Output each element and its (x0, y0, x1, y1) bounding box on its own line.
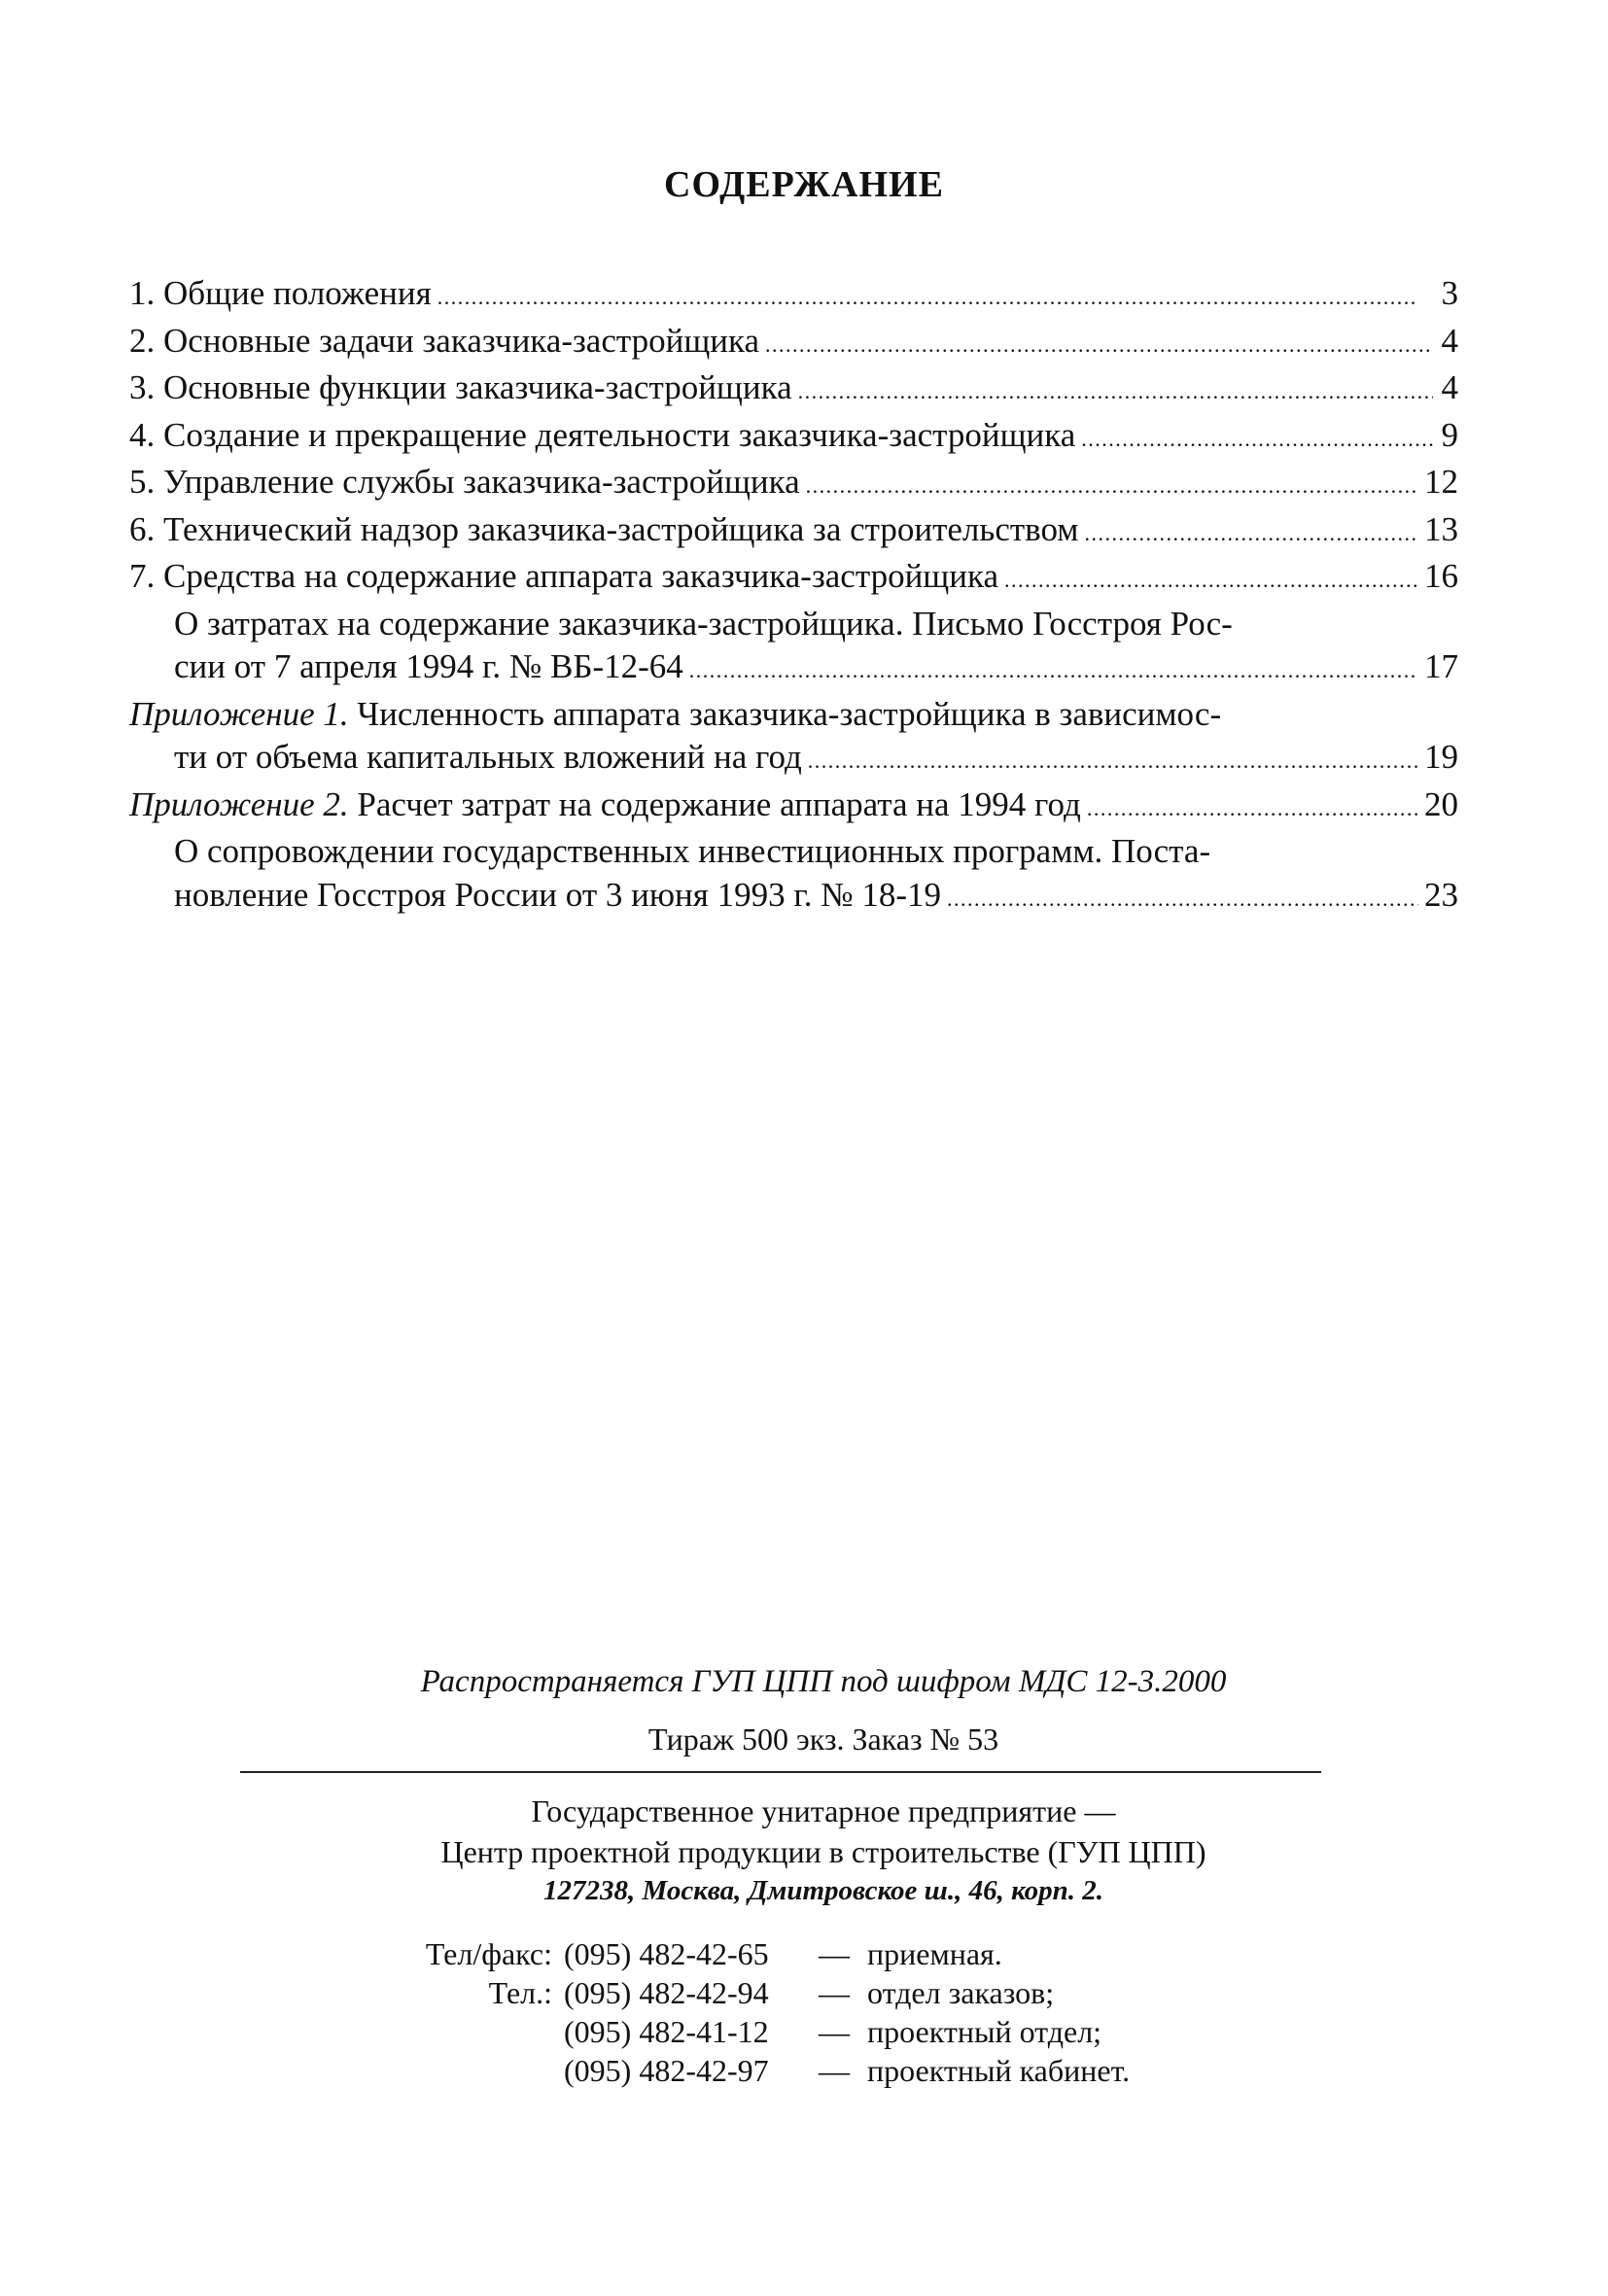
phone-description: проектный отдел; (867, 2014, 1102, 2049)
toc-entry-text: О затратах на содержание заказчика-застройщика. Письмо Госстроя Рос- (174, 604, 1233, 643)
toc-entry-text: 2. Основные задачи заказчика-застройщика (129, 321, 760, 360)
toc-page-number: 16 (1424, 557, 1458, 595)
publisher-name (39, 1791, 1608, 1872)
toc-entry-text-wrap (129, 693, 1458, 737)
phone-label: Тел/факс: (425, 1936, 552, 1971)
print-run: Тираж 500 экз. Заказ № 53 (647, 1722, 999, 1757)
phone-dash: — (819, 2014, 850, 2049)
toc-leader-dots (806, 465, 1418, 508)
toc-page-number: 9 (1441, 415, 1458, 454)
toc-entry-6[interactable] (129, 508, 1458, 556)
toc-page-number: 4 (1441, 321, 1458, 360)
toc-entry-appendix-2[interactable] (129, 783, 1458, 831)
toc-entry-text: 6. Технический надзор заказчика-застройщика за строительством (129, 509, 1079, 548)
publisher-address: 127238, Москва, Дмитровское ш., 46, корп. 2. (542, 1875, 1104, 1906)
toc-entry-text: О сопровождении государственных инвестиционных программ. Поста- (174, 832, 1211, 870)
toc-entry-text: новление Госстроя России от 3 июня 1993 г. № 18-19 (174, 875, 942, 914)
toc-entry-appendix-1-line2[interactable] (129, 736, 1458, 783)
toc-entry-text: 4. Создание и прекращение деятельности заказчика-застройщика (129, 415, 1076, 454)
toc-entry-appendix-1-line1[interactable] (129, 693, 1458, 737)
distribution-note: Распространяется ГУП ЦПП под шифром МДС 12-3.2000 (420, 1664, 1227, 1699)
toc-page-number: 17 (1424, 647, 1458, 685)
toc-entry-text-wrap (129, 783, 1081, 827)
toc-entry-text: ти от объема капитальных вложений на год (174, 738, 802, 776)
toc-entry-text: 7. Средства на содержание аппарата заказчика-застройщика (129, 557, 998, 595)
phone-row (377, 1934, 1608, 1973)
table-of-contents (129, 272, 1458, 921)
phone-label (377, 2012, 564, 2051)
phone-row (377, 2012, 1608, 2051)
phone-number: (095) 482-42-97 (564, 2053, 769, 2088)
toc-entry-resolution-line1[interactable] (129, 830, 1458, 874)
toc-entry-prefix: Приложение 2. (129, 784, 349, 823)
toc-entry-7[interactable] (129, 555, 1458, 603)
toc-leader-dots (947, 878, 1418, 922)
phone-description: приемная. (867, 1936, 1002, 1971)
toc-page-number: 3 (1441, 274, 1458, 312)
toc-entry-prefix: Приложение 1. (129, 694, 349, 733)
toc-page-number: 23 (1424, 875, 1458, 914)
toc-leader-dots (808, 740, 1418, 783)
phone-row (377, 2051, 1608, 2090)
toc-page-number: 12 (1424, 463, 1458, 501)
toc-entry-3[interactable] (129, 366, 1458, 414)
page-title: СОДЕРЖАНИЕ (664, 164, 944, 205)
toc-leader-dots (1087, 787, 1418, 831)
toc-entry-text: 1. Общие положения (129, 274, 432, 312)
toc-page-number: 4 (1441, 368, 1458, 406)
toc-entry-1[interactable] (129, 272, 1458, 320)
toc-leader-dots (765, 324, 1433, 367)
toc-entry-letter-line2[interactable] (129, 645, 1458, 693)
toc-entry-text: Численность аппарата заказчика-застройщика в зависимос- (348, 694, 1222, 733)
toc-entry-text: 5. Управление службы заказчика-застройщика (129, 463, 800, 501)
phone-description: проектный кабинет. (867, 2053, 1131, 2088)
toc-entry-letter-line1[interactable] (129, 603, 1458, 646)
phone-dash: — (819, 2053, 850, 2088)
toc-entry-text: 3. Основные функции заказчика-застройщика (129, 368, 792, 406)
phone-dash: — (819, 1936, 850, 1971)
toc-leader-dots (1081, 418, 1433, 462)
toc-entry-text: Расчет затрат на содержание аппарата на 1994 год (348, 784, 1081, 823)
toc-leader-dots (689, 649, 1418, 693)
phone-number: (095) 482-42-94 (564, 1975, 769, 2010)
toc-page-number: 20 (1424, 784, 1458, 823)
publisher-line-2: Центр проектной продукции в строительстве (ГУП ЦПП) (440, 1834, 1206, 1869)
toc-entry-4[interactable] (129, 414, 1458, 462)
phone-label: Тел.: (488, 1975, 552, 2010)
toc-leader-dots (798, 370, 1433, 414)
toc-leader-dots (1084, 512, 1418, 556)
toc-entry-5[interactable] (129, 461, 1458, 508)
toc-leader-dots (1004, 559, 1418, 603)
toc-entry-resolution-line2[interactable] (129, 874, 1458, 922)
toc-leader-dots (437, 276, 1433, 320)
toc-entry-text: сии от 7 апреля 1994 г. № ВБ-12-64 (174, 647, 683, 685)
phone-row (377, 1973, 1608, 2012)
divider (240, 1771, 1321, 1773)
publisher-line-1: Государственное унитарное предприятие — (531, 1793, 1116, 1828)
phone-description: отдел заказов; (867, 1975, 1055, 2010)
toc-entry-2[interactable] (129, 320, 1458, 367)
toc-page-number: 13 (1424, 509, 1458, 548)
phone-label (377, 2051, 564, 2090)
phone-dash: — (819, 1975, 850, 2010)
phone-number: (095) 482-42-65 (564, 1936, 769, 1971)
toc-page-number: 19 (1424, 738, 1458, 776)
imprint-footer (0, 1664, 1608, 2090)
phone-list (377, 1934, 1608, 2090)
phone-number: (095) 482-41-12 (564, 2014, 769, 2049)
